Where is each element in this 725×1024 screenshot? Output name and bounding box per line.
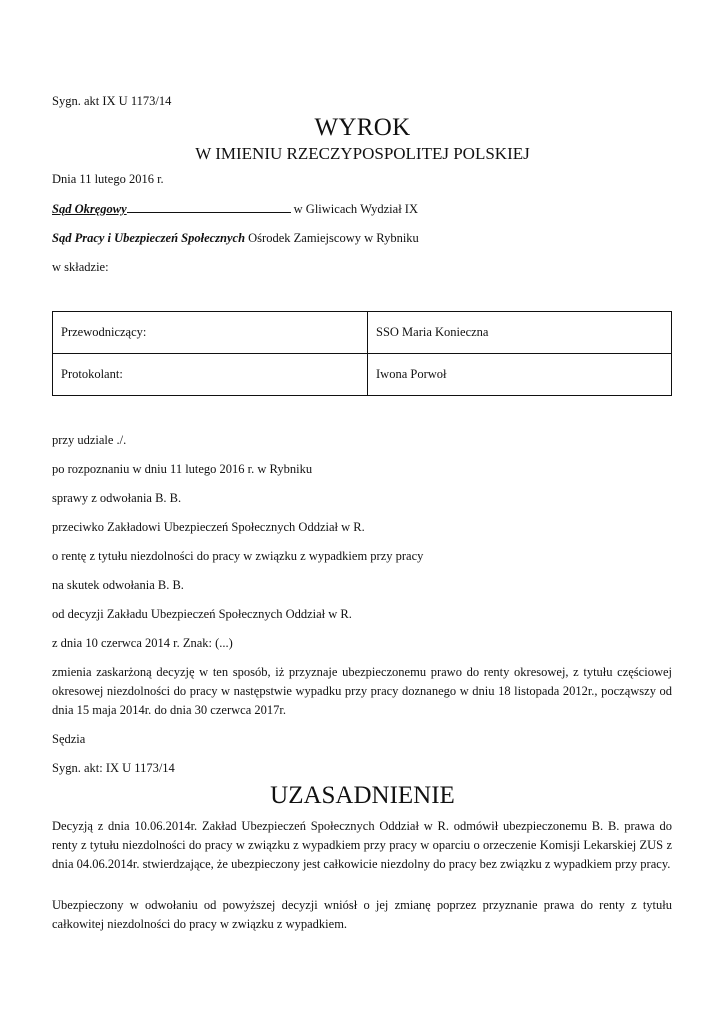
case-number: Sygn. akt IX U 1173/14 bbox=[52, 94, 172, 108]
verdict-paragraph: zmienia zaskarżoną decyzję w ten sposób, iż przyznaje ubezpieczonemu prawo do renty okresowej, z tytułu częściowej okresowej niezdolności do pracy w następstwie wypadku przy pracy doznanego w dniu 18 listopada 2012r., począwszy od dnia 15 maja 2014r. do dnia 30 czerwca 2017r. bbox=[52, 665, 672, 717]
justification-case-number: Sygn. akt: IX U 1173/14 bbox=[52, 761, 175, 775]
justification-heading: UZASADNIENIE bbox=[270, 782, 455, 809]
body-line: na skutek odwołania B. B. bbox=[52, 578, 184, 592]
composition-label: w składzie: bbox=[52, 260, 109, 274]
panel-role: Przewodniczący: bbox=[53, 312, 368, 354]
judgment-subtitle: W IMIENIU RZECZYPOSPOLITEJ POLSKIEJ bbox=[195, 144, 530, 163]
division-rest: Ośrodek Zamiejscowy w Rybniku bbox=[248, 231, 419, 245]
panel-person: Iwona Porwoł bbox=[368, 354, 672, 396]
division-name: Sąd Pracy i Ubezpieczeń Społecznych bbox=[52, 231, 246, 245]
body-line: przeciwko Zakładowi Ubezpieczeń Społecznych Oddział w R. bbox=[52, 520, 365, 534]
body-line: o rentę z tytułu niezdolności do pracy w związku z wypadkiem przy pracy bbox=[52, 549, 424, 563]
court-name: Sąd Okręgowy bbox=[52, 202, 127, 216]
panel-person: SSO Maria Konieczna bbox=[368, 312, 672, 354]
judgment-title: WYROK bbox=[314, 114, 411, 141]
body-line: po rozpoznaniu w dniu 11 lutego 2016 r. w Rybniku bbox=[52, 462, 313, 476]
table-row bbox=[53, 312, 672, 354]
judgment-date: Dnia 11 lutego 2016 r. bbox=[52, 172, 164, 186]
court-location: w Gliwicach Wydział IX bbox=[293, 202, 418, 216]
court-line bbox=[52, 201, 418, 217]
body-line: z dnia 10 czerwca 2014 r. Znak: (...) bbox=[52, 636, 233, 650]
justification-paragraph: Ubezpieczony w odwołaniu od powyższej decyzji wniósł o jej zmianę poprzez przyznanie prawa do renty z tytułu całkowitej niezdolności do pracy w związku z wypadkiem. bbox=[52, 898, 672, 931]
table-row bbox=[53, 354, 672, 396]
signature: Sędzia bbox=[52, 732, 86, 746]
body-line: przy udziale ./. bbox=[52, 433, 127, 447]
panel-table bbox=[52, 311, 672, 396]
body-line: sprawy z odwołania B. B. bbox=[52, 491, 182, 505]
body-line: od decyzji Zakładu Ubezpieczeń Społecznych Oddział w R. bbox=[52, 607, 352, 621]
division-line bbox=[52, 231, 419, 246]
justification-paragraph: Decyzją z dnia 10.06.2014r. Zakład Ubezpieczeń Społecznych Oddział w R. odmówił ubezpieczonemu B. B. prawa do renty z tytułu niezdolności do pracy w związku z wypadkiem przy pracy w oparciu o orzeczenie Komisji Lekarskiej ZUS z dnia 04.06.2014r. stwierdzające, że ubezpieczony jest całkowicie niezdolny do pracy bez związku z wypadkiem przy pracy. bbox=[52, 819, 672, 871]
panel-role: Protokolant: bbox=[53, 354, 368, 396]
blank-line bbox=[127, 201, 291, 213]
